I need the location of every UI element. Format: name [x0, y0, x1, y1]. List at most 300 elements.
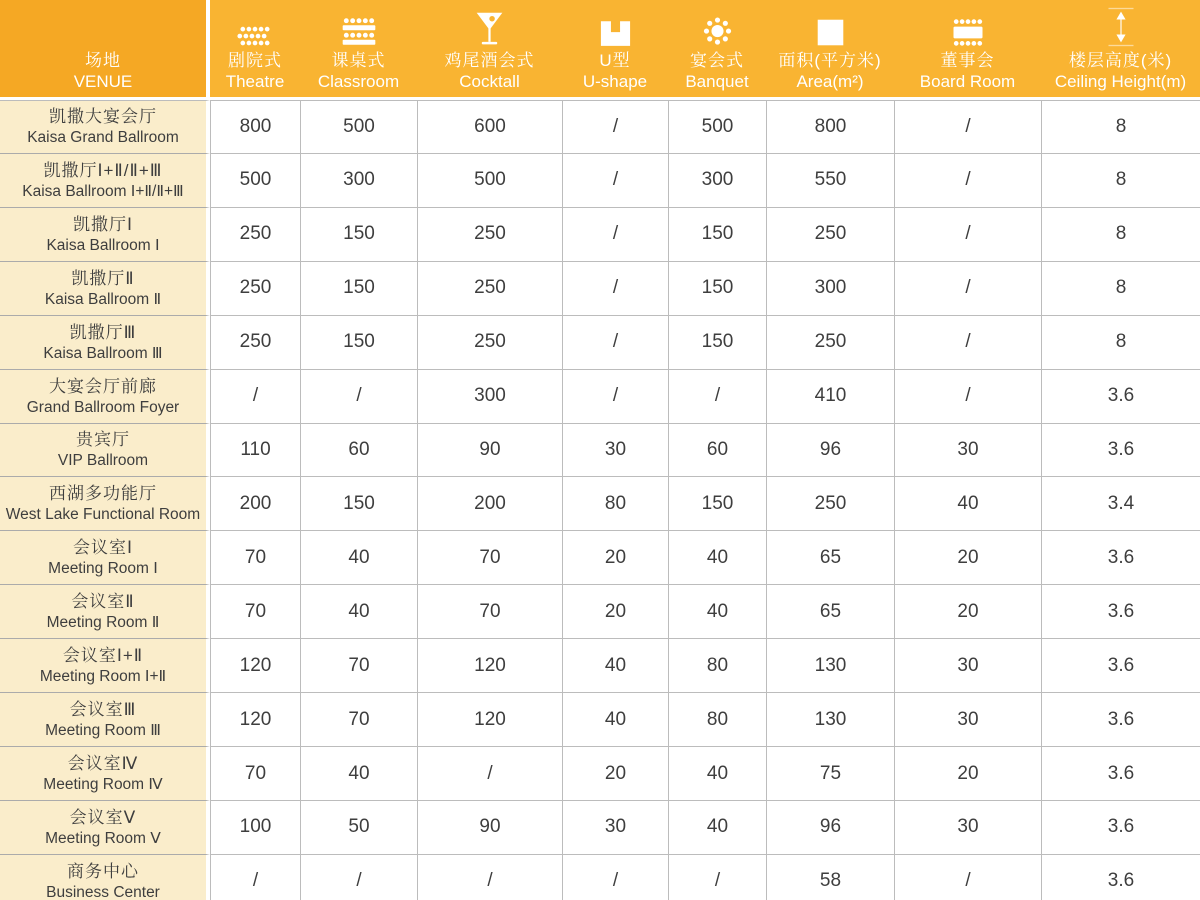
capacity-value: 30 [957, 654, 979, 676]
area-value: 75 [819, 762, 842, 784]
capacity-cell-cocktail [417, 477, 562, 531]
column-header [894, 0, 1041, 100]
column-header-label-zh: 董事会 [940, 51, 995, 70]
capacity-cell-theatre [210, 100, 300, 154]
capacity-value: 40 [706, 816, 729, 838]
area-value: 96 [819, 438, 842, 460]
capacity-cell-cocktail [417, 100, 562, 154]
venue-cell [0, 693, 210, 747]
venue-name-zh: 凯撒厅Ⅰ [72, 214, 133, 234]
capacity-cell-boardroom [894, 747, 1041, 801]
column-header-label-zh: 面积(平方米) [778, 51, 882, 70]
capacity-cell-u-shape [562, 693, 668, 747]
capacity-value: / [714, 385, 721, 407]
capacity-value: / [612, 223, 619, 245]
area-value: 96 [819, 816, 842, 838]
capacity-cell-boardroom [894, 477, 1041, 531]
capacity-cell-cocktail [417, 370, 562, 424]
capacity-cell-classroom [300, 801, 417, 855]
area-square-icon [816, 18, 845, 47]
ceiling-height-value: 3.6 [1107, 654, 1135, 676]
capacity-value: / [965, 115, 971, 137]
capacity-cell-classroom [300, 585, 417, 639]
capacity-cell-banquet [668, 747, 766, 801]
column-header-label-en: Banquet [685, 72, 749, 91]
capacity-value: 110 [240, 438, 271, 460]
capacity-cell-cocktail [417, 693, 562, 747]
capacity-value: 40 [706, 600, 729, 622]
column-header-icon-box [816, 0, 845, 47]
capacity-value: 20 [957, 600, 979, 622]
capacity-value: 90 [479, 438, 501, 460]
capacity-cell-cocktail [417, 747, 562, 801]
capacity-value: / [965, 331, 971, 353]
capacity-value: 30 [604, 816, 627, 838]
area-value: 550 [814, 169, 847, 191]
ceiling-height-value: 3.6 [1107, 870, 1135, 892]
capacity-value: 20 [604, 600, 627, 622]
capacity-cell-classroom [300, 370, 417, 424]
area-value: 250 [814, 223, 847, 245]
capacity-cell-boardroom [894, 316, 1041, 370]
venue-name-en: Kaisa Ballroom Ⅰ+Ⅱ/Ⅱ+Ⅲ [22, 182, 184, 200]
column-header-label-zh: U型 [599, 51, 631, 70]
boardroom-table-icon [947, 18, 989, 47]
capacity-value: / [252, 385, 259, 407]
venue-cell [0, 154, 210, 208]
column-header-label-en: Board Room [919, 72, 1016, 91]
capacity-cell-boardroom [894, 100, 1041, 154]
venue-name-zh: 西湖多功能厅 [49, 484, 157, 504]
capacity-cell-banquet [668, 424, 766, 478]
u-shape-icon [600, 21, 631, 47]
column-header-label-en: Theatre [225, 72, 285, 91]
capacity-cell-banquet [668, 693, 766, 747]
venue-name-zh: 凯撒厅Ⅱ [71, 268, 135, 288]
ceiling-height-value: 3.4 [1107, 492, 1135, 514]
capacity-cell-boardroom [894, 370, 1041, 424]
capacity-value: / [612, 115, 619, 137]
capacity-cell-u-shape [562, 262, 668, 316]
ceiling-height-cell [1041, 585, 1200, 639]
venue-name-en: West Lake Functional Room [5, 506, 201, 524]
capacity-value: 60 [348, 438, 370, 460]
capacity-value: / [714, 870, 721, 892]
capacity-cell-cocktail [417, 424, 562, 478]
capacity-value: 40 [957, 492, 979, 514]
venue-name-zh: 贵宾厅 [76, 430, 130, 450]
capacity-cell-boardroom [894, 585, 1041, 639]
capacity-value: 250 [239, 331, 272, 353]
capacity-value: 20 [957, 546, 979, 568]
area-value: 410 [814, 385, 847, 407]
capacity-value: 150 [343, 277, 375, 299]
cocktail-glass-icon [474, 11, 505, 47]
capacity-cell-theatre [210, 154, 300, 208]
capacity-cell-boardroom [894, 801, 1041, 855]
capacity-value: 600 [474, 115, 506, 137]
capacity-value: 70 [348, 708, 370, 730]
venue-cell [0, 801, 210, 855]
capacity-value: 150 [701, 331, 734, 353]
capacity-cell-cocktail [417, 262, 562, 316]
area-cell [766, 585, 894, 639]
capacity-value: 250 [239, 223, 272, 245]
capacity-cell-u-shape [562, 208, 668, 262]
venue-column-header [0, 0, 210, 100]
capacity-value: 300 [343, 169, 375, 191]
capacity-cell-u-shape [562, 801, 668, 855]
capacity-cell-banquet [668, 531, 766, 585]
capacity-value: 20 [604, 762, 627, 784]
capacity-value: 150 [701, 223, 734, 245]
capacity-cell-cocktail [417, 585, 562, 639]
capacity-cell-theatre [210, 262, 300, 316]
venue-name-zh: 凯撒大宴会厅 [49, 107, 157, 127]
capacity-cell-classroom [300, 208, 417, 262]
ceiling-height-cell [1041, 639, 1200, 693]
column-header-label-zh: 宴会式 [690, 51, 744, 70]
capacity-value: / [612, 870, 619, 892]
ceiling-height-cell [1041, 747, 1200, 801]
capacity-value: / [965, 385, 971, 407]
capacity-cell-u-shape [562, 639, 668, 693]
capacity-value: 50 [348, 816, 370, 838]
capacity-cell-banquet [668, 262, 766, 316]
venue-name-zh: 商务中心 [67, 861, 139, 881]
ceiling-height-cell [1041, 855, 1200, 900]
venue-name-en: Kaisa Ballroom Ⅱ [44, 290, 162, 308]
venue-name-en: Meeting Room Ⅳ [43, 776, 163, 794]
capacity-cell-banquet [668, 208, 766, 262]
capacity-value: 100 [239, 816, 272, 838]
venue-header-label-zh: 场地 [85, 51, 121, 70]
column-header-label-en: Cocktall [459, 72, 520, 91]
ceiling-height-cell [1041, 316, 1200, 370]
capacity-value: 30 [957, 438, 979, 460]
capacity-cell-cocktail [417, 639, 562, 693]
capacity-value: / [252, 870, 259, 892]
capacity-value: 500 [343, 115, 375, 137]
column-header-icon-box [1106, 0, 1136, 47]
capacity-cell-u-shape [562, 316, 668, 370]
capacity-cell-theatre [210, 531, 300, 585]
column-header-label-en: U-shape [582, 72, 648, 91]
capacity-cell-u-shape [562, 370, 668, 424]
capacity-value: 200 [239, 492, 272, 514]
capacity-value: 120 [239, 708, 272, 730]
area-value: 65 [819, 546, 842, 568]
capacity-value: 80 [706, 708, 729, 730]
capacity-cell-u-shape [562, 747, 668, 801]
capacity-cell-classroom [300, 100, 417, 154]
column-header [417, 0, 562, 100]
venue-cell [0, 370, 210, 424]
area-cell [766, 855, 894, 900]
area-value: 300 [814, 277, 847, 299]
capacity-cell-banquet [668, 370, 766, 424]
capacity-cell-boardroom [894, 693, 1041, 747]
capacity-value: 20 [604, 546, 627, 568]
capacity-cell-boardroom [894, 855, 1041, 900]
capacity-cell-banquet [668, 316, 766, 370]
column-header-label-en: Classroom [317, 72, 400, 91]
venue-name-en: Meeting Room Ⅴ [45, 829, 161, 847]
capacity-value: 70 [479, 546, 501, 568]
capacity-value: / [487, 762, 493, 784]
ceiling-height-value: 3.6 [1107, 708, 1135, 730]
capacity-value: 300 [474, 385, 506, 407]
column-header-label-en: Area(m²) [796, 72, 864, 91]
capacity-value: 500 [474, 169, 506, 191]
capacity-value: 150 [343, 331, 375, 353]
area-value: 130 [814, 654, 847, 676]
area-cell [766, 531, 894, 585]
column-header-icon-box [474, 0, 505, 47]
capacity-cell-theatre [210, 424, 300, 478]
capacity-cell-boardroom [894, 424, 1041, 478]
capacity-cell-classroom [300, 262, 417, 316]
capacity-value: 40 [604, 708, 627, 730]
ceiling-height-value: 3.6 [1107, 816, 1135, 838]
capacity-value: 60 [706, 438, 729, 460]
capacity-cell-u-shape [562, 100, 668, 154]
capacity-cell-theatre [210, 855, 300, 900]
column-header-label-zh: 剧院式 [228, 51, 282, 70]
capacity-cell-classroom [300, 531, 417, 585]
capacity-value: 70 [244, 762, 267, 784]
area-value: 250 [814, 331, 847, 353]
capacity-value: 150 [701, 492, 734, 514]
capacity-cell-banquet [668, 801, 766, 855]
venue-name-en: Business Center [46, 883, 160, 900]
capacity-value: / [965, 223, 971, 245]
capacity-value: 70 [244, 600, 267, 622]
capacity-value: 20 [957, 762, 979, 784]
capacity-value: 500 [239, 169, 272, 191]
capacity-cell-cocktail [417, 154, 562, 208]
area-cell [766, 154, 894, 208]
capacity-value: / [612, 331, 619, 353]
capacity-cell-u-shape [562, 531, 668, 585]
ceiling-height-cell [1041, 100, 1200, 154]
ceiling-height-cell [1041, 424, 1200, 478]
capacity-cell-cocktail [417, 855, 562, 900]
capacity-cell-banquet [668, 477, 766, 531]
capacity-cell-theatre [210, 316, 300, 370]
capacity-value: 90 [479, 816, 501, 838]
capacity-value: 800 [239, 115, 272, 137]
capacity-value: 120 [474, 708, 506, 730]
capacity-cell-theatre [210, 693, 300, 747]
column-header-label-zh: 课桌式 [331, 51, 386, 70]
capacity-value: 120 [239, 654, 272, 676]
area-cell [766, 801, 894, 855]
column-header-icon-box [235, 0, 275, 47]
capacity-value: / [612, 385, 619, 407]
ceiling-height-value: 8 [1115, 115, 1127, 137]
ceiling-height-cell [1041, 531, 1200, 585]
capacity-value: 250 [474, 277, 506, 299]
venue-name-en: Meeting Room Ⅱ [46, 614, 160, 632]
capacity-cell-theatre [210, 370, 300, 424]
venue-cell [0, 424, 210, 478]
venue-name-zh: 会议室Ⅱ [71, 592, 135, 612]
column-header [766, 0, 894, 100]
column-header-label-en: Ceiling Height(m) [1054, 72, 1187, 91]
area-cell [766, 100, 894, 154]
capacity-value: 40 [706, 546, 729, 568]
column-header-icon-box [702, 0, 733, 47]
capacity-cell-boardroom [894, 154, 1041, 208]
banquet-dots-icon [702, 16, 733, 47]
capacity-value: / [487, 870, 493, 892]
capacity-cell-cocktail [417, 531, 562, 585]
capacity-cell-u-shape [562, 154, 668, 208]
capacity-value: 70 [348, 654, 370, 676]
capacity-value: 150 [343, 223, 375, 245]
theatre-seats-icon [235, 26, 275, 47]
venue-header-label-en: VENUE [73, 72, 133, 91]
area-cell [766, 693, 894, 747]
capacity-value: / [965, 277, 971, 299]
capacity-cell-classroom [300, 693, 417, 747]
column-header [300, 0, 417, 100]
venue-name-en: Kaisa Ballroom Ⅰ [46, 236, 160, 254]
capacity-cell-banquet [668, 585, 766, 639]
capacity-cell-classroom [300, 639, 417, 693]
venue-cell [0, 855, 210, 900]
capacity-value: 40 [348, 600, 370, 622]
area-value: 65 [819, 600, 842, 622]
capacity-cell-banquet [668, 855, 766, 900]
capacity-value: / [965, 169, 971, 191]
ceiling-height-value: 8 [1115, 169, 1127, 191]
capacity-cell-banquet [668, 100, 766, 154]
column-header [210, 0, 300, 100]
capacity-value: 150 [343, 492, 375, 514]
area-cell [766, 639, 894, 693]
capacity-value: 120 [474, 654, 506, 676]
capacity-value: / [356, 870, 362, 892]
capacity-cell-banquet [668, 154, 766, 208]
ceiling-height-cell [1041, 477, 1200, 531]
capacity-cell-theatre [210, 208, 300, 262]
ceiling-height-value: 8 [1115, 277, 1127, 299]
capacity-cell-theatre [210, 801, 300, 855]
venue-name-zh: 会议室Ⅰ+Ⅱ [62, 646, 144, 666]
venue-name-en: Kaisa Grand Ballroom [27, 129, 179, 147]
venue-cell [0, 262, 210, 316]
capacity-value: 40 [348, 762, 370, 784]
venue-cell [0, 316, 210, 370]
capacity-cell-classroom [300, 316, 417, 370]
capacity-cell-classroom [300, 477, 417, 531]
venue-name-en: Grand Ballroom Foyer [26, 398, 180, 416]
capacity-value: 30 [604, 438, 627, 460]
venue-name-zh: 大宴会厅前廊 [49, 376, 157, 396]
column-header [668, 0, 766, 100]
venue-cell [0, 208, 210, 262]
venue-cell [0, 747, 210, 801]
ceiling-height-value: 3.6 [1107, 438, 1135, 460]
venue-cell [0, 585, 210, 639]
capacity-cell-boardroom [894, 208, 1041, 262]
area-cell [766, 316, 894, 370]
venue-name-zh: 会议室Ⅰ [72, 538, 133, 558]
capacity-cell-classroom [300, 154, 417, 208]
ceiling-height-cell [1041, 801, 1200, 855]
capacity-value: 80 [706, 654, 729, 676]
column-header-icon-box [947, 0, 989, 47]
area-cell [766, 262, 894, 316]
area-cell [766, 208, 894, 262]
venue-cell [0, 477, 210, 531]
capacity-cell-u-shape [562, 477, 668, 531]
venue-name-zh: 凯撒厅Ⅰ+Ⅱ/Ⅱ+Ⅲ [43, 160, 163, 180]
capacity-value: 30 [957, 816, 979, 838]
area-value: 250 [814, 492, 847, 514]
capacity-cell-banquet [668, 639, 766, 693]
capacity-cell-cocktail [417, 208, 562, 262]
capacity-value: / [965, 870, 971, 892]
capacity-cell-u-shape [562, 855, 668, 900]
capacity-cell-theatre [210, 585, 300, 639]
ceiling-height-value: 3.6 [1107, 546, 1135, 568]
capacity-value: 150 [701, 277, 734, 299]
column-header-icon-box [339, 0, 379, 47]
column-header [1041, 0, 1200, 100]
column-header-icon-box [600, 0, 631, 47]
ceiling-height-icon [1106, 7, 1136, 47]
column-header [562, 0, 668, 100]
ceiling-height-cell [1041, 693, 1200, 747]
venue-cell [0, 100, 210, 154]
column-header-label-zh: 鸡尾酒会式 [444, 51, 535, 70]
area-cell [766, 370, 894, 424]
ceiling-height-value: 3.6 [1107, 385, 1135, 407]
capacity-value: 250 [474, 331, 506, 353]
capacity-value: 40 [604, 654, 627, 676]
capacity-cell-boardroom [894, 639, 1041, 693]
venue-name-en: VIP Ballroom [57, 452, 149, 470]
venue-name-zh: 凯撒厅Ⅲ [69, 322, 137, 342]
ceiling-height-value: 3.6 [1107, 600, 1135, 622]
capacity-value: 30 [957, 708, 979, 730]
capacity-value: 250 [239, 277, 272, 299]
area-cell [766, 424, 894, 478]
area-value: 58 [819, 870, 842, 892]
ceiling-height-cell [1041, 262, 1200, 316]
area-cell [766, 477, 894, 531]
capacity-value: 70 [479, 600, 501, 622]
capacity-cell-boardroom [894, 531, 1041, 585]
capacity-cell-theatre [210, 639, 300, 693]
venue-name-en: Kaisa Ballroom Ⅲ [43, 344, 163, 362]
venue-name-zh: 会议室Ⅴ [69, 807, 137, 827]
capacity-value: 250 [474, 223, 506, 245]
venue-name-zh: 会议室Ⅲ [69, 700, 137, 720]
ceiling-height-value: 8 [1115, 223, 1127, 245]
ceiling-height-cell [1041, 370, 1200, 424]
venue-cell [0, 531, 210, 585]
capacity-cell-theatre [210, 477, 300, 531]
venue-name-en: Meeting Room Ⅰ [48, 560, 158, 578]
capacity-value: 500 [701, 115, 734, 137]
venue-cell [0, 639, 210, 693]
capacity-cell-cocktail [417, 316, 562, 370]
capacity-cell-boardroom [894, 262, 1041, 316]
